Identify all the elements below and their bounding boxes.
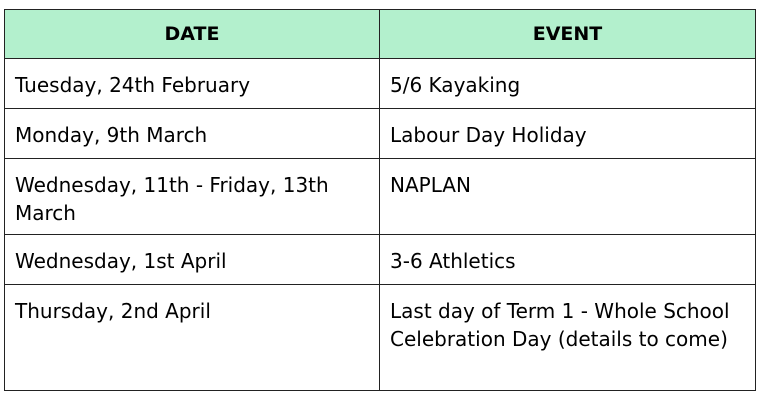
table-row	[5, 59, 756, 109]
event-cell: 5/6 Kayaking	[380, 59, 756, 109]
date-cell: Wednesday, 1st April	[5, 235, 380, 285]
date-cell: Thursday, 2nd April	[5, 285, 380, 391]
events-table	[4, 9, 756, 391]
event-cell: NAPLAN	[380, 159, 756, 235]
event-cell: Labour Day Holiday	[380, 109, 756, 159]
date-cell: Tuesday, 24th February	[5, 59, 380, 109]
table-header-row	[5, 10, 756, 59]
event-column-header: EVENT	[380, 10, 756, 59]
table-row	[5, 109, 756, 159]
event-cell: 3-6 Athletics	[380, 235, 756, 285]
date-column-header: DATE	[5, 10, 380, 59]
table-row	[5, 159, 756, 235]
table-row	[5, 235, 756, 285]
event-cell: Last day of Term 1 - Whole School Celebration Day (details to come)	[380, 285, 756, 391]
date-cell: Monday, 9th March	[5, 109, 380, 159]
table-row	[5, 285, 756, 391]
date-cell: Wednesday, 11th - Friday, 13th March	[5, 159, 380, 235]
